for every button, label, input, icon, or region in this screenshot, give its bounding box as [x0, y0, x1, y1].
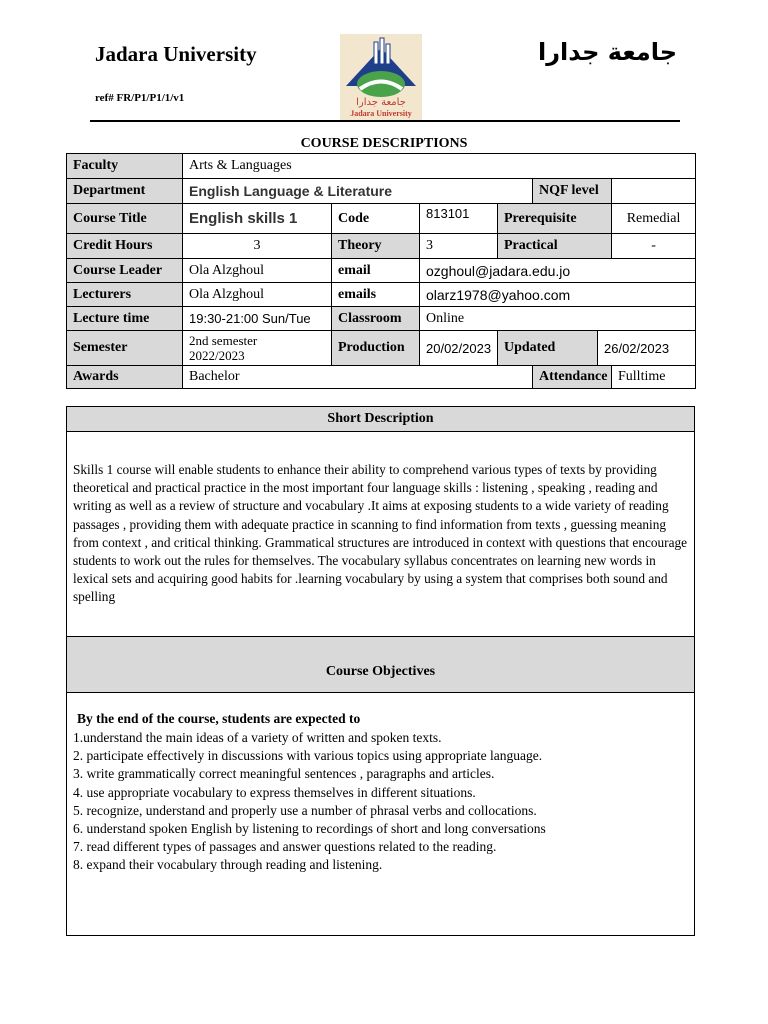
objective-item: 7. read different types of passages and answer questions related to the reading. — [73, 839, 497, 855]
nqf-value — [612, 179, 696, 204]
semester-value — [183, 331, 332, 366]
course-info-table — [66, 153, 696, 389]
row-awards — [67, 366, 696, 389]
row-lecturers — [67, 283, 696, 307]
objective-item: 6. understand spoken English by listening to recordings of short and long conversations — [73, 821, 546, 837]
credit-hours-value: 3 — [183, 234, 332, 259]
semester-label: Semester — [67, 331, 183, 366]
practical-value: - — [612, 234, 696, 259]
prerequisite-label: Prerequisite — [498, 204, 612, 234]
credit-hours-label: Credit Hours — [67, 234, 183, 259]
objective-item: 4. use appropriate vocabulary to express themselves in different situations. — [73, 784, 476, 800]
semester-term: 2nd semester — [189, 333, 258, 348]
updated-label: Updated — [498, 331, 598, 366]
department-value: English Language & Literature — [183, 179, 533, 204]
objective-item: 3. write grammatically correct meaningful sentences , paragraphs and articles. — [73, 766, 495, 782]
faculty-label: Faculty — [67, 154, 183, 179]
updated-value: 26/02/2023 — [598, 331, 696, 366]
course-leader-value: Ola Alzghoul — [183, 259, 332, 283]
row-course-title — [67, 204, 696, 234]
row-department — [67, 179, 696, 204]
attendance-label: Attendance — [533, 366, 612, 389]
logo-caption-en: Jadara University — [350, 109, 412, 118]
nqf-label: NQF level — [533, 179, 612, 204]
reference-number: ref# FR/P1/P1/1/v1 — [95, 92, 185, 104]
theory-value: 3 — [420, 234, 498, 259]
lecture-time-label: Lecture time — [67, 307, 183, 331]
course-objectives-heading: Course Objectives — [67, 636, 694, 693]
objectives-list — [73, 729, 546, 875]
lecture-time-value: 19:30-21:00 Sun/Tue — [183, 307, 332, 331]
semester-year: 2022/2023 — [189, 348, 245, 363]
prerequisite-value: Remedial — [612, 204, 696, 234]
attendance-value: Fulltime — [612, 366, 696, 389]
practical-label: Practical — [498, 234, 612, 259]
email-value: ozghoul@jadara.edu.jo — [420, 259, 696, 283]
course-title-value: English skills 1 — [183, 204, 332, 234]
course-leader-label: Course Leader — [67, 259, 183, 283]
objective-item: 2. participate effectively in discussions with various topics using appropriate language. — [73, 748, 543, 764]
objectives-intro: By the end of the course, students are expected to — [77, 711, 361, 726]
row-semester — [67, 331, 696, 366]
header-divider — [90, 120, 680, 122]
classroom-label: Classroom — [332, 307, 420, 331]
objective-item: 8. expand their vocabulary through reading and listening. — [73, 857, 383, 873]
production-label: Production — [332, 331, 420, 366]
document-title: COURSE DESCRIPTIONS — [300, 136, 468, 151]
lecturers-label: Lecturers — [67, 283, 183, 307]
classroom-value: Online — [420, 307, 696, 331]
awards-label: Awards — [67, 366, 183, 389]
theory-label: Theory — [332, 234, 420, 259]
faculty-value: Arts & Languages — [183, 154, 696, 179]
lecturers-value: Ola Alzghoul — [183, 283, 332, 307]
short-description-heading: Short Description — [67, 407, 694, 432]
production-value: 20/02/2023 — [420, 331, 498, 366]
code-value: 813101 — [420, 204, 498, 234]
university-name-en: Jadara University — [95, 42, 257, 66]
code-label: Code — [332, 204, 420, 234]
short-description-text: Skills 1 course will enable students to enhance their ability to comprehend various types of texts by providing theoretical and practical practice in the most important four language skills : listening , speaking , reading and writing as well as a review of structure and vocabulary .It aims at exposing students to a wide variety of reading passages , providing them with adequate practice in scanning to find information from texts , guessing meaning from context , and critical thinking. Grammatical structures are introduced in context with questions that encourage students to work out the rules for themselves. The vocabulary syllabus concentrates on learning new words in lexical sets and acquiring good habits for .learning vocabulary by using a system that comprises both sound and spelling — [73, 462, 688, 605]
university-name-ar: جامعة جدارا — [538, 38, 678, 66]
description-box — [66, 406, 695, 936]
emails-value: olarz1978@yahoo.com — [420, 283, 696, 307]
row-lecture-time — [67, 307, 696, 331]
course-title-label: Course Title — [67, 204, 183, 234]
objective-item: 1.understand the main ideas of a variety of written and spoken texts. — [73, 730, 442, 745]
awards-value: Bachelor — [183, 366, 533, 389]
email-label: email — [332, 259, 420, 283]
logo-caption-ar: جامعة جدارا — [356, 97, 406, 108]
objective-item: 5. recognize, understand and properly use a number of phrasal verbs and collocations. — [73, 802, 537, 818]
row-faculty — [67, 154, 696, 179]
row-credit-hours — [67, 234, 696, 259]
department-label: Department — [67, 179, 183, 204]
emails-label: emails — [332, 283, 420, 307]
row-course-leader — [67, 259, 696, 283]
